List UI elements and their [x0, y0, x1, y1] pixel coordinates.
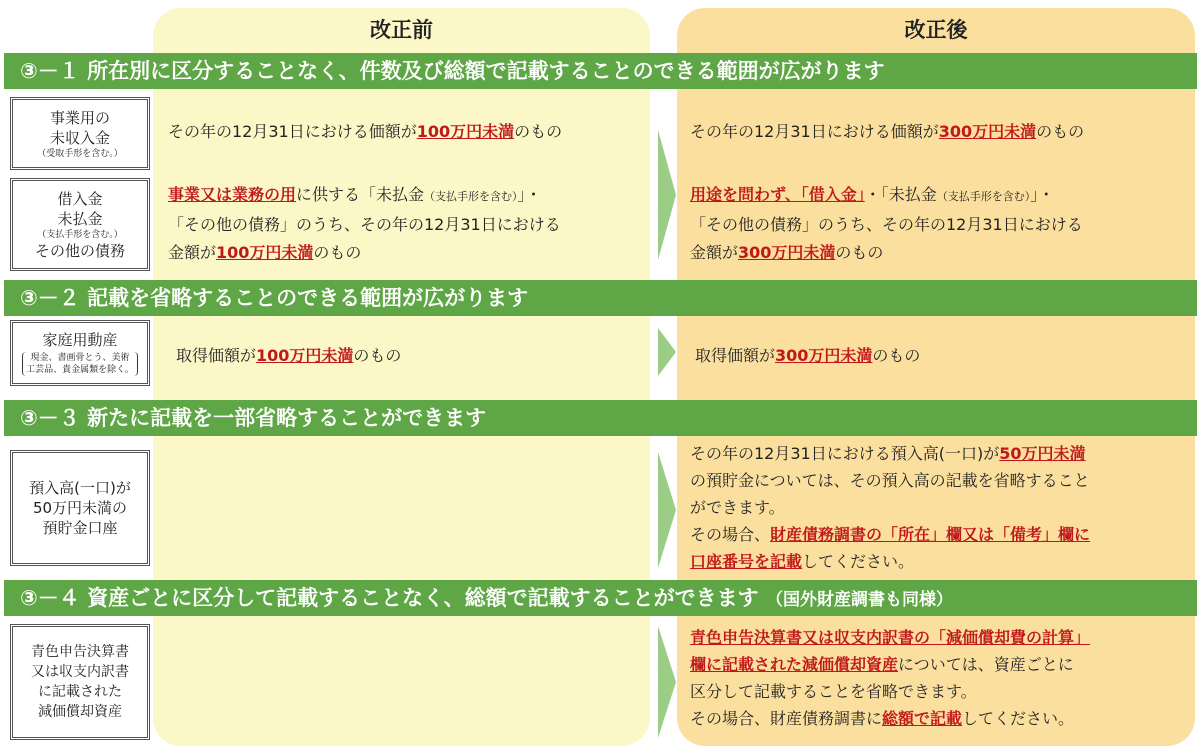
text-span: 金額が	[690, 243, 739, 262]
highlight-text: 総額で記載	[882, 709, 963, 728]
text-span: 取得価額が	[695, 346, 776, 365]
label-line: 事業用の	[49, 108, 110, 127]
label-note-line: 現金、書画骨とう、美術	[30, 353, 130, 363]
highlight-text: 財産債務調書の「所在」欄又は「備考」欄に	[770, 525, 1091, 544]
label-note: （受取手形を含む。）	[37, 148, 123, 159]
text-span: のもの	[313, 243, 362, 262]
highlight-text: 口座番号を記載	[690, 552, 803, 571]
before-column-header: 改正前	[370, 18, 433, 42]
section-title: ③－１ 所在別に区分することなく、件数及び総額で記載することのできる範囲が広がります	[20, 59, 885, 83]
text-span: に供する「未払金	[296, 185, 425, 204]
label-debts	[10, 178, 150, 271]
text-span: のもの	[353, 346, 402, 365]
text-span: 区分して記載することを省略できます。	[690, 682, 977, 701]
text-span: 「その他の債務」のうち、その年の12月31日における	[168, 215, 561, 234]
label-line: に記載された	[38, 684, 122, 700]
highlight-text: 事業又は業務の用	[168, 185, 297, 204]
text-span: 取得価額が	[176, 346, 257, 365]
label-line: 減価償却資産	[38, 704, 122, 720]
after-column-header: 改正後	[904, 18, 968, 42]
label-line: 家庭用動産	[42, 331, 118, 349]
text-span: ・「未払金	[864, 185, 937, 204]
section-band-4	[4, 580, 1197, 616]
highlight-text: 青色申告決算書又は収支内訳書の「減価償却費の計算」	[690, 628, 1091, 647]
label-deposit	[10, 450, 150, 566]
label-line: 未払金	[57, 209, 103, 228]
arrow-right-icon	[658, 130, 676, 260]
arrow-right-icon	[658, 452, 676, 568]
label-line: 青色申告決算書	[31, 644, 129, 660]
highlight-amount: 100万円未満	[216, 243, 314, 262]
text-note: （支払手形を含む）	[424, 190, 518, 203]
arrow-right-icon	[658, 328, 676, 376]
text-span: してください。	[962, 709, 1075, 728]
arrow-right-icon	[658, 626, 676, 738]
row4-after-text	[690, 440, 1190, 575]
label-line: 50万円未満の	[32, 499, 128, 517]
text-span: 」・	[517, 185, 542, 204]
section-band-1	[4, 53, 1197, 89]
section-note: （国外財産調書も同様）	[765, 590, 953, 610]
highlight-text: 用途を問わず、「借入金」	[690, 185, 865, 204]
text-note: （支払手形を含む）	[936, 190, 1031, 203]
highlight-amount: 50万円未満	[999, 444, 1086, 463]
text-span: その場合、財産債務調書に	[690, 709, 883, 728]
section-band-3	[4, 400, 1197, 436]
highlight-amount: 300万円未満	[775, 346, 873, 365]
section-title: ③－２ 記載を省略することのできる範囲が広がります	[20, 286, 529, 310]
label-line: 預貯金口座	[42, 519, 118, 537]
row5-after-text	[690, 624, 1190, 732]
text-span: その場合、	[690, 525, 771, 544]
highlight-amount: 100万円未満	[416, 122, 515, 141]
section-title: ③－３ 新たに記載を一部省略することができます	[20, 406, 487, 430]
row3-before-text	[176, 342, 401, 370]
section-band-2	[4, 280, 1197, 316]
text-span: 金額が	[168, 243, 217, 262]
label-note	[22, 352, 138, 376]
text-span: ができます。	[690, 498, 785, 517]
text-span: 」・	[1030, 185, 1055, 204]
label-note-line: 工芸品、貴金属類を除く。	[26, 365, 134, 375]
label-line: 又は収支内訳書	[31, 664, 129, 680]
section-title: ③－４ 資産ごとに区分して記載することなく、総額で記載することができます	[20, 586, 759, 610]
text-span: その年の12月31日における預入高(一口)が	[690, 444, 1000, 463]
row2-before-text	[168, 181, 643, 267]
highlight-amount: 100万円未満	[256, 346, 354, 365]
text-span: のもの	[1036, 122, 1085, 141]
highlight-text: 欄に記載された減価償却資産	[690, 655, 899, 674]
text-span: その年の12月31日における価額が	[690, 122, 939, 141]
row2-after-text	[690, 181, 1190, 267]
row3-after-text	[695, 342, 920, 370]
text-span: のもの	[835, 243, 884, 262]
label-receivable	[10, 97, 150, 170]
text-span: については、資産ごとに	[898, 655, 1074, 674]
text-span: のもの	[872, 346, 921, 365]
label-line: その他の債務	[34, 241, 125, 260]
text-span: その年の12月31日における価額が	[168, 122, 417, 141]
label-line: 預入高(一口)が	[29, 479, 131, 497]
text-span: 「その他の債務」のうち、その年の12月31日における	[690, 215, 1083, 234]
label-household	[10, 320, 150, 386]
highlight-amount: 300万円未満	[938, 122, 1037, 141]
label-depreciable	[10, 624, 150, 740]
text-span: してください。	[802, 552, 915, 571]
text-span: の預貯金については、その預入高の記載を省略すること	[690, 471, 1090, 490]
highlight-amount: 300万円未満	[738, 243, 836, 262]
label-line: 借入金	[57, 189, 103, 208]
label-line: 未収入金	[49, 128, 110, 147]
row1-before-text	[168, 118, 562, 146]
row1-after-text	[690, 118, 1084, 146]
label-note: （支払手形を含む。）	[37, 229, 123, 240]
text-span: のもの	[514, 122, 563, 141]
